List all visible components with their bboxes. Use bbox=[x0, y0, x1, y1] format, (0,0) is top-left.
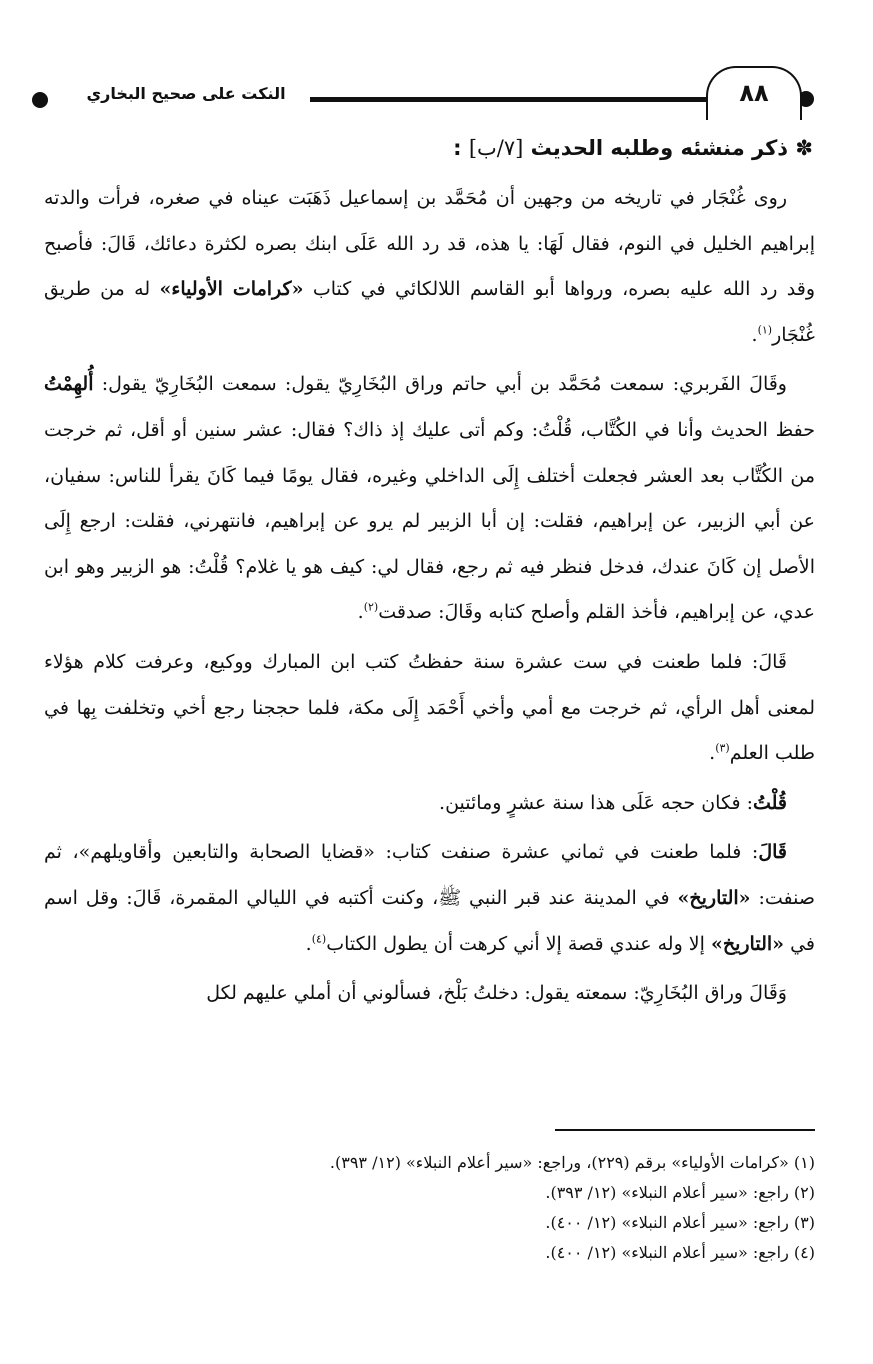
footnotes bbox=[44, 1148, 815, 1268]
footnote-4: (٤) راجع: «سير أعلام النبلاء» (١٢/ ٤٠٠). bbox=[545, 1243, 815, 1262]
footnote-ref-1: (١) bbox=[757, 323, 773, 337]
page-number: ٨٨ bbox=[739, 79, 769, 107]
footnote-ref-4: (٤) bbox=[311, 932, 327, 946]
footnote-2: (٢) راجع: «سير أعلام النبلاء» (١٢/ ٣٩٣). bbox=[545, 1183, 815, 1202]
page-number-box bbox=[706, 66, 802, 120]
footnote-3: (٣) راجع: «سير أعلام النبلاء» (١٢/ ٤٠٠). bbox=[545, 1213, 815, 1232]
heading-ref: [٧/ب] bbox=[468, 136, 524, 160]
paragraph-5-bold: قَالَ bbox=[758, 841, 787, 864]
body-text bbox=[44, 176, 815, 1021]
footnote-rule bbox=[555, 1129, 815, 1131]
book-title: «كرامات الأولياء» bbox=[159, 278, 304, 301]
paragraph-5-bold-3: «التاريخ» bbox=[710, 932, 785, 955]
heading-title: ذكر منشئه وطلبه الحديث bbox=[530, 136, 789, 160]
paragraph-4 bbox=[44, 781, 815, 827]
paragraph-6-text: وَقَالَ وراق البُخَارِيّ: سمعته يقول: دخلتُ بَلْخ، فسألوني أن أملي عليهم لكل bbox=[206, 982, 787, 1005]
paragraph-2-text-a: وقَالَ الفَربري: سمعت مُحَمَّد بن أبي حاتم وراق البُخَارِيّ يقول: سمعت البُخَارِيّ يقول: bbox=[93, 373, 787, 396]
running-title: النكت على صحيح البخاري bbox=[62, 84, 310, 103]
section-heading bbox=[60, 128, 813, 168]
heading-colon: : bbox=[453, 136, 462, 160]
paragraph-2: وقَالَ الفَربري: سمعت مُحَمَّد بن أبي حاتم وراق البُخَارِيّ يقول: سمعت البُخَارِيّ يقول: أُلهِمْتُ حفظ الحديث وأنا في الكُتَّاب، قُلْتُ: وكم أتى عليك إذ ذاك؟ فقال: عشر سنين أو أقل، ثم خرجت من الكُتَّاب بعد العشر فجعلت أختلف إِلَى الداخلي وغيره، فقال يومًا فيما كَانَ يقرأ للناس: سفيان، عن أبي الزبير، عن إبراهيم، فقلت: إن أبا الزبير لم يرو عن إبراهيم، فانتهرني، فقلت: ارجع إِلَى الأصل إن كَانَ عندك، فدخل فنظر فيه ثم رجع، فقال لي: كيف هو يا غلام؟ قُلْتُ: هو الزبير وهو ابن عدي، عن إبراهيم، فأخذ القلم وأصلح كتابه وقَالَ: صدقت$^{(٢)}$. bbox=[44, 373, 815, 624]
footnote-ref-3: (٣) bbox=[715, 741, 730, 755]
paragraph-3: قَالَ: فلما طعنت في ست عشرة سنة حفظتُ كتب ابن المبارك ووكيع، وعرفت كلام هؤلاء لمعنى أهل الرأي، ثم خرجت مع أمي وأخي أَحْمَد إِلَى مكة، فلما حججنا رجع أخي وتخلفت بِها في طلب العلم$^{(٣)}$. bbox=[44, 650, 815, 765]
paragraph-1-end: له من طريق غُنْجَار bbox=[44, 278, 815, 346]
paragraph-3-text: قَالَ: فلما طعنت في ست عشرة سنة حفظتُ كتب ابن المبارك ووكيع، وعرفت كلام هؤلاء لمعنى أهل الرأي، ثم خرجت مع أمي وأخي أَحْمَد إِلَى مكة، فلما حججنا رجع أخي وتخلفت بِها في طلب العلم bbox=[44, 650, 815, 765]
paragraph-5-text-a: : فلما طعنت في ثماني عشرة صنفت كتاب: «قضايا الصحابة والتابعين وأقاويلهم»، ثم صنفت: bbox=[44, 841, 815, 909]
header-dot-left bbox=[32, 92, 48, 108]
paragraph-5-bold-2: «التاريخ» bbox=[677, 886, 751, 909]
paragraph-1-text: روى غُنْجَار في تاريخه من وجهين أن مُحَمَّد بن إسماعيل ذَهَبَت عيناه في صغره، فرأت والدته إبراهيم الخليل في النوم، فقال لَهَا: يا هذه، قد رد الله عَلَى ابنك بصره لكثرة دعائك، قَالَ: فأصبح وقد رد الله عليه بصره، ورواها أبو القاسم اللالكائي في كتاب bbox=[44, 187, 816, 301]
paragraph-5-text-c: إلا وله عندي قصة إلا أني كرهت أن يطول الكتاب bbox=[326, 932, 711, 955]
heading-mark: ✽ bbox=[795, 136, 813, 160]
paragraph-6 bbox=[44, 971, 815, 1017]
paragraph-5-text-b: في المدينة عند قبر النبي ﷺ، وكنت أكتبه في الليالي المقمرة، قَالَ: وقل اسم في bbox=[44, 886, 815, 955]
footnote-ref-2: (٢) bbox=[363, 601, 379, 615]
paragraph-1: روى غُنْجَار في تاريخه من وجهين أن مُحَمَّد بن إسماعيل ذَهَبَت عيناه في صغره، فرأت والدته إبراهيم الخليل في النوم، فقال لَهَا: يا هذه، قد رد الله عَلَى ابنك بصره لكثرة دعائك، قَالَ: فأصبح وقد رد الله عليه بصره، ورواها أبو القاسم اللالكائي في كتاب «كرامات الأولياء» له من طريق غُنْجَار$^{(١)}$. bbox=[44, 187, 816, 346]
paragraph-2-text-b: حفظ الحديث وأنا في الكُتَّاب، قُلْتُ: وكم أتى عليك إذ ذاك؟ فقال: عشر سنين أو أقل، ثم خرجت من الكُتَّاب بعد العشر فجعلت أختلف إِلَى الداخلي وغيره، فقال يومًا فيما كَانَ يقرأ للناس: سفيان، عن أبي الزبير، عن إبراهيم، فقلت: إن أبا الزبير لم يرو عن إبراهيم، فانتهرني، فقلت: ارجع إِلَى الأصل إن كَانَ عندك، فدخل فنظر فيه ثم رجع، فقال لي: كيف هو يا غلام؟ قُلْتُ: هو الزبير وهو ابن عدي، عن إبراهيم، فأخذ القلم وأصلح كتابه وقَالَ: صدقت bbox=[44, 418, 815, 624]
footnote-1: (١) «كرامات الأولياء» برقم (٢٢٩)، وراجع: «سير أعلام النبلاء» (١٢/ ٣٩٣). bbox=[329, 1153, 815, 1172]
paragraph-5: قَالَ: فلما طعنت في ثماني عشرة صنفت كتاب: «قضايا الصحابة والتابعين وأقاويلهم»، ثم صنفت: «التاريخ» في المدينة عند قبر النبي ﷺ، وكنت أكتبه في الليالي المقمرة، قَالَ: وقل اسم في «التاريخ» إلا وله عندي قصة إلا أني كرهت أن يطول الكتاب$^{(٤)}$. bbox=[44, 841, 815, 955]
paragraph-4-text: : فكان حجه عَلَى هذا سنة عشرٍ ومائتين. bbox=[439, 791, 753, 814]
paragraph-2-bold: أُلهِمْتُ bbox=[44, 373, 94, 396]
paragraph-4-bold: قُلْتُ bbox=[752, 791, 787, 814]
